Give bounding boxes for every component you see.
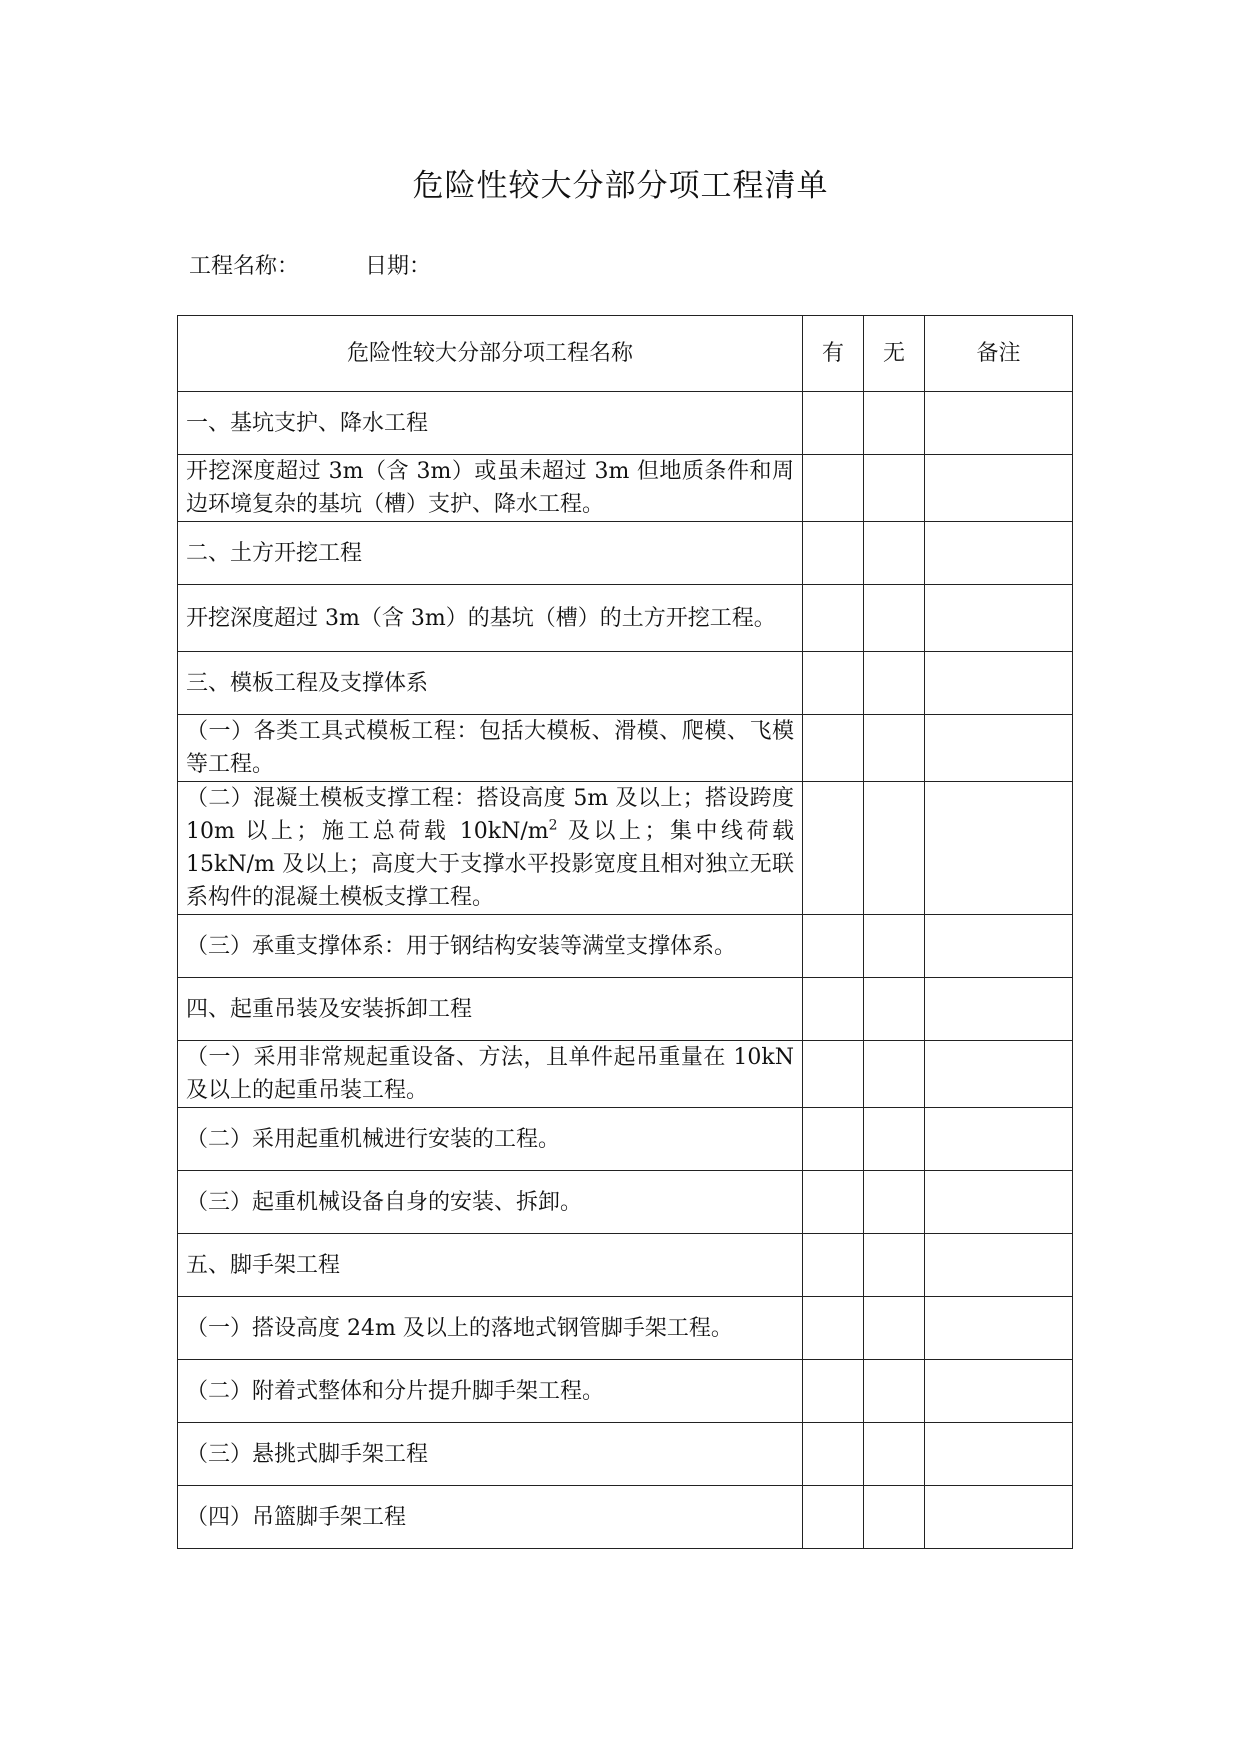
no-cell[interactable]	[864, 915, 925, 978]
project-item-name	[178, 1423, 803, 1486]
no-cell[interactable]	[864, 455, 925, 522]
no-cell[interactable]	[864, 1171, 925, 1234]
no-cell[interactable]	[864, 392, 925, 455]
note-cell[interactable]	[925, 455, 1073, 522]
note-cell[interactable]	[925, 1486, 1073, 1549]
no-cell[interactable]	[864, 1360, 925, 1423]
project-item-text: （二）混凝土模板支撑工程：搭设高度 5m 及以上；搭设跨度 10m 以上；施工总荷载 10kN/m	[186, 786, 794, 844]
project-item-name	[178, 1041, 803, 1108]
yes-cell[interactable]	[803, 1234, 864, 1297]
project-item-text: 一、基坑支护、降水工程	[186, 410, 429, 436]
project-item-text: （一）采用非常规起重设备、方法，且单件起吊重量在 10kN 及以上的起重吊装工程。	[186, 1045, 794, 1103]
date-label: 日期：	[365, 254, 432, 279]
no-cell[interactable]	[864, 522, 925, 585]
table-row	[178, 1171, 1073, 1234]
header-project-name: 危险性较大分部分项工程名称	[178, 316, 803, 392]
header-note: 备注	[925, 316, 1073, 392]
project-item-name	[178, 522, 803, 585]
project-item-name	[178, 455, 803, 522]
project-item-name	[178, 1171, 803, 1234]
project-item-text: （二）采用起重机械进行安装的工程。	[186, 1126, 561, 1152]
header-no: 无	[864, 316, 925, 392]
no-cell[interactable]	[864, 1486, 925, 1549]
table-row	[178, 1423, 1073, 1486]
no-cell[interactable]	[864, 1234, 925, 1297]
project-item-name	[178, 1486, 803, 1549]
note-cell[interactable]	[925, 1360, 1073, 1423]
note-cell[interactable]	[925, 585, 1073, 652]
note-cell[interactable]	[925, 1041, 1073, 1108]
yes-cell[interactable]	[803, 1423, 864, 1486]
project-item-text: 开挖深度超过 3m（含 3m）或虽未超过 3m 但地质条件和周边环境复杂的基坑（槽）支护、降水工程。	[186, 459, 794, 517]
project-item-name	[178, 1108, 803, 1171]
table-row	[178, 585, 1073, 652]
project-item-name	[178, 652, 803, 715]
yes-cell[interactable]	[803, 1041, 864, 1108]
project-item-name	[178, 715, 803, 782]
project-item-name	[178, 915, 803, 978]
table-row	[178, 715, 1073, 782]
yes-cell[interactable]	[803, 1108, 864, 1171]
note-cell[interactable]	[925, 1171, 1073, 1234]
project-name-label: 工程名称：	[189, 254, 300, 279]
project-item-text: （一）搭设高度 24m 及以上的落地式钢管脚手架工程。	[186, 1315, 733, 1341]
table-row	[178, 1234, 1073, 1297]
project-item-text: 三、模板工程及支撑体系	[186, 670, 429, 696]
yes-cell[interactable]	[803, 1171, 864, 1234]
table-row	[178, 392, 1073, 455]
note-cell[interactable]	[925, 1234, 1073, 1297]
table-row	[178, 978, 1073, 1041]
yes-cell[interactable]	[803, 715, 864, 782]
project-item-text-cont: 及以上；集中线荷载 15kN/m 及以上；高度大于支撑水平投影宽度且相对独立无联系构件的混凝土模板支撑工程。	[186, 819, 794, 910]
table-row	[178, 1360, 1073, 1423]
yes-cell[interactable]	[803, 915, 864, 978]
note-cell[interactable]	[925, 1108, 1073, 1171]
project-item-text: （二）附着式整体和分片提升脚手架工程。	[186, 1378, 605, 1404]
table-row	[178, 1297, 1073, 1360]
project-item-name	[178, 392, 803, 455]
project-item-name	[178, 782, 803, 915]
note-cell[interactable]	[925, 715, 1073, 782]
table-row	[178, 522, 1073, 585]
project-meta	[189, 249, 431, 280]
note-cell[interactable]	[925, 392, 1073, 455]
project-item-text: 二、土方开挖工程	[186, 540, 363, 566]
yes-cell[interactable]	[803, 522, 864, 585]
yes-cell[interactable]	[803, 652, 864, 715]
project-item-name	[178, 978, 803, 1041]
yes-cell[interactable]	[803, 1360, 864, 1423]
project-item-name	[178, 1360, 803, 1423]
table-row	[178, 455, 1073, 522]
no-cell[interactable]	[864, 1041, 925, 1108]
hazard-project-table	[177, 315, 1073, 1549]
project-item-name	[178, 1234, 803, 1297]
header-yes: 有	[803, 316, 864, 392]
project-item-text: （三）承重支撑体系：用于钢结构安装等满堂支撑体系。	[186, 933, 737, 959]
project-item-text: 五、脚手架工程	[186, 1252, 341, 1278]
note-cell[interactable]	[925, 915, 1073, 978]
no-cell[interactable]	[864, 652, 925, 715]
no-cell[interactable]	[864, 585, 925, 652]
project-item-name	[178, 585, 803, 652]
note-cell[interactable]	[925, 652, 1073, 715]
yes-cell[interactable]	[803, 455, 864, 522]
note-cell[interactable]	[925, 522, 1073, 585]
yes-cell[interactable]	[803, 1486, 864, 1549]
note-cell[interactable]	[925, 1297, 1073, 1360]
project-item-name	[178, 1297, 803, 1360]
page-title: 危险性较大分部分项工程清单	[412, 168, 829, 204]
yes-cell[interactable]	[803, 782, 864, 915]
table-row	[178, 915, 1073, 978]
project-item-text: 四、起重吊装及安装拆卸工程	[186, 996, 473, 1022]
yes-cell[interactable]	[803, 392, 864, 455]
no-cell[interactable]	[864, 978, 925, 1041]
no-cell[interactable]	[864, 715, 925, 782]
table-row	[178, 1486, 1073, 1549]
no-cell[interactable]	[864, 1297, 925, 1360]
yes-cell[interactable]	[803, 978, 864, 1041]
yes-cell[interactable]	[803, 585, 864, 652]
note-cell[interactable]	[925, 1423, 1073, 1486]
table-row	[178, 1041, 1073, 1108]
superscript: 2	[548, 817, 558, 834]
note-cell[interactable]	[925, 782, 1073, 915]
project-item-text: （四）吊篮脚手架工程	[186, 1504, 407, 1530]
yes-cell[interactable]	[803, 1297, 864, 1360]
table-row	[178, 652, 1073, 715]
project-item-text: （三）起重机械设备自身的安装、拆卸。	[186, 1189, 583, 1215]
no-cell[interactable]	[864, 782, 925, 915]
project-item-text: （三）悬挑式脚手架工程	[186, 1441, 429, 1467]
note-cell[interactable]	[925, 978, 1073, 1041]
table-row	[178, 1108, 1073, 1171]
no-cell[interactable]	[864, 1108, 925, 1171]
no-cell[interactable]	[864, 1423, 925, 1486]
table-row	[178, 782, 1073, 915]
project-item-text: （一）各类工具式模板工程：包括大模板、滑模、爬模、飞模等工程。	[186, 719, 794, 777]
project-item-text: 开挖深度超过 3m（含 3m）的基坑（槽）的土方开挖工程。	[186, 605, 776, 631]
